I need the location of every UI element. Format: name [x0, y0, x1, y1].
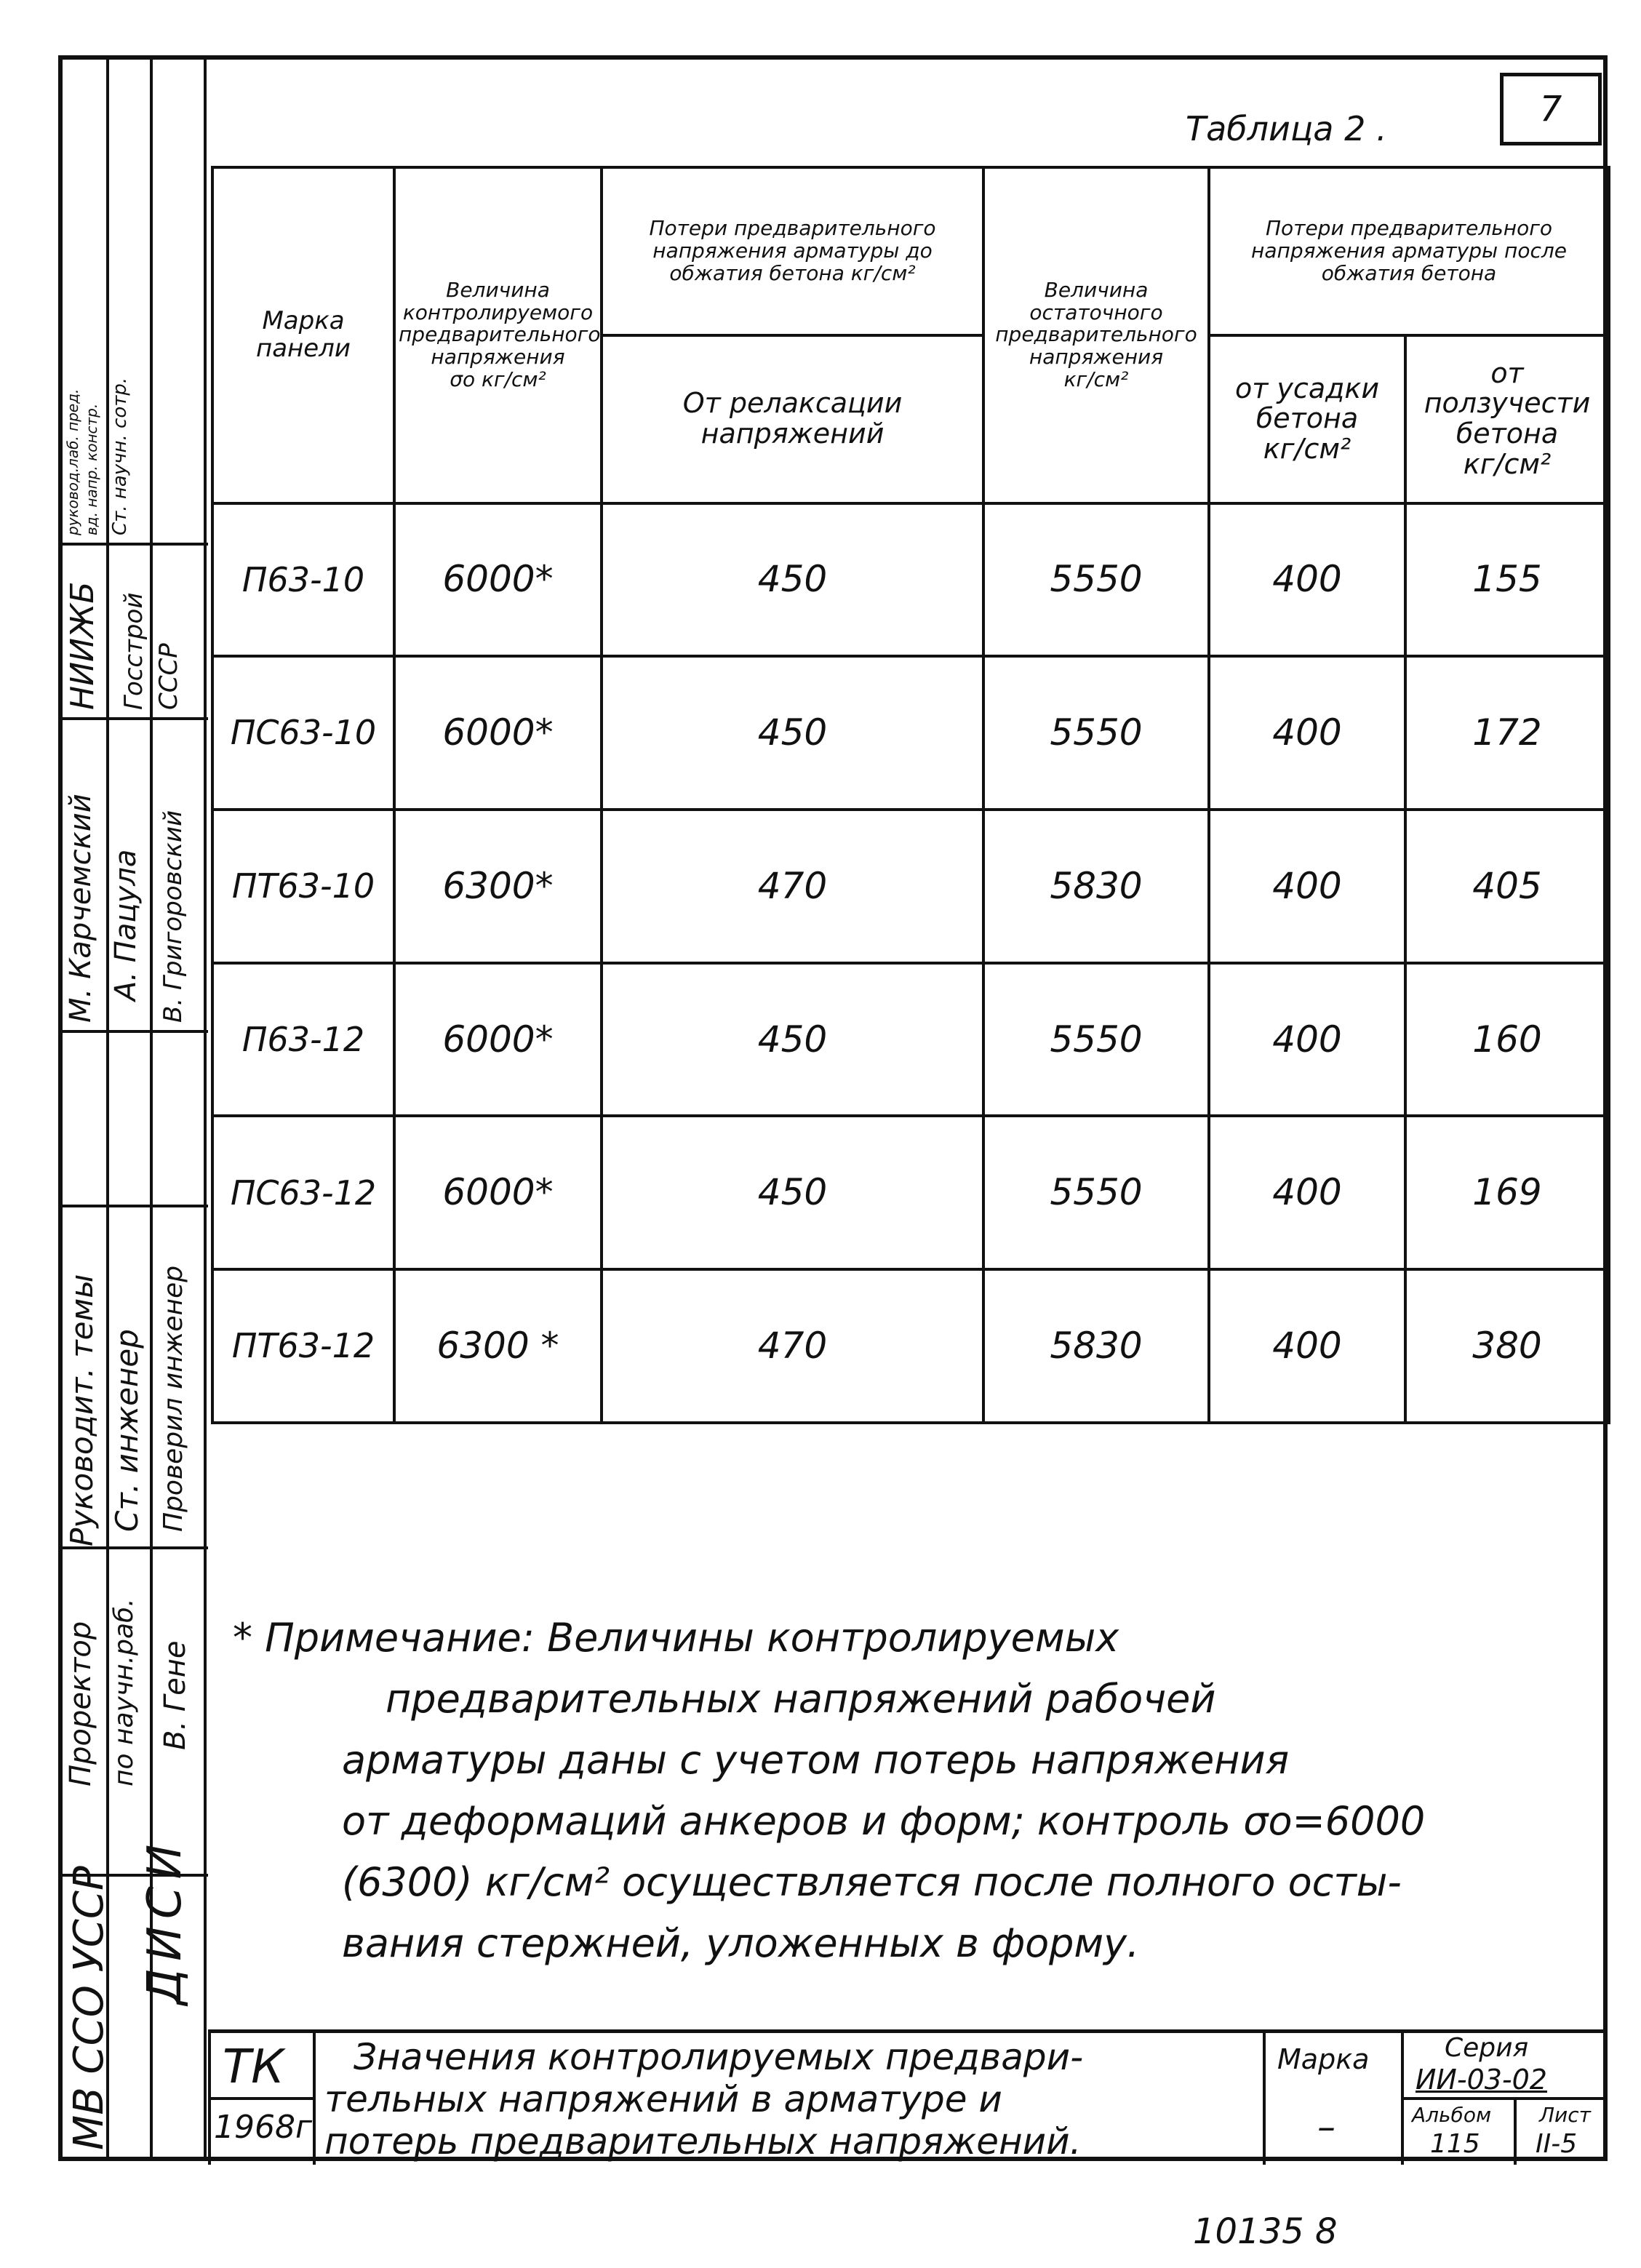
- footnote-line: предварительных напряжений рабочей: [386, 1676, 1216, 1722]
- title-block-divider: [1263, 2033, 1266, 2165]
- footnote-head: * Примечание: Величины контролируемых: [233, 1615, 1119, 1661]
- footnote: [233, 1608, 1600, 1974]
- cell-relax: 450: [602, 656, 983, 810]
- stamp-mark-value: –: [1317, 2106, 1335, 2148]
- header-control: Величина контролируемого предварительного напряжения σо кг/см²: [394, 167, 602, 503]
- name-patsula: А. Пацула: [109, 849, 143, 1001]
- role-prorector: Проректор: [64, 1621, 97, 1786]
- header-shrinkage: от усадки бетона кг/см²: [1209, 335, 1405, 503]
- cell-shrink: 400: [1209, 656, 1405, 810]
- cell-relax: 470: [602, 810, 983, 963]
- table-row: [212, 656, 1609, 810]
- footnote-line: вания стержней, уложенных в форму.: [342, 1920, 1140, 1966]
- prestress-table: [211, 166, 1610, 1424]
- cell-relax: 450: [602, 1116, 983, 1269]
- stamp-album-value: 115: [1430, 2129, 1480, 2159]
- header-loss-after: Потери предварительного напряжения арматуры после обжатия бетона: [1209, 167, 1609, 335]
- cell-control: 6000*: [394, 503, 602, 657]
- cell-creep: 380: [1405, 1269, 1609, 1423]
- table-row: [212, 810, 1609, 963]
- header-relaxation: От релаксации напряжений: [602, 335, 983, 503]
- role-senior-engineer: Ст. инженер: [109, 1329, 145, 1532]
- org-ministry: МВ ССО УССР: [65, 1866, 113, 2150]
- role-topic-lead: Руководит. темы: [64, 1274, 100, 1546]
- cell-mark: ПТ63-12: [212, 1269, 394, 1423]
- cell-relax: 470: [602, 1269, 983, 1423]
- cell-mark: ПС63-12: [212, 1116, 394, 1269]
- header-creep-unit: кг/см²: [1463, 447, 1552, 480]
- stamp-album-label: Альбом: [1412, 2103, 1492, 2127]
- side-stamp-strip: [58, 55, 208, 2161]
- title-block: [208, 2029, 1608, 2165]
- cell-creep: 160: [1405, 963, 1609, 1117]
- cell-creep: 155: [1405, 503, 1609, 657]
- cell-shrink: 400: [1209, 1269, 1405, 1423]
- name-karchemsky: М. Карчемский: [64, 794, 97, 1023]
- cell-relax: 450: [602, 503, 983, 657]
- title-block-divider: [313, 2033, 316, 2165]
- strip-row-line: [58, 1546, 208, 1549]
- cell-shrink: 400: [1209, 810, 1405, 963]
- strip-divider: [106, 55, 109, 2161]
- stamp-title-line: тельных напряжений в арматуре и: [324, 2078, 1002, 2120]
- footnote-line: от деформаций анкеров и форм; контроль σо=6000: [342, 1798, 1426, 1844]
- stamp-mark-label: Марка: [1277, 2043, 1370, 2075]
- cell-mark: П63-10: [212, 503, 394, 657]
- stamp-title-line: Значения контролируемых предвари-: [354, 2036, 1084, 2078]
- sub-label-dept: вд. напр. констр.: [83, 403, 100, 535]
- cell-residual: 5550: [983, 503, 1209, 657]
- strip-row-line: [58, 717, 208, 720]
- stamp-tk: ТК: [223, 2040, 284, 2094]
- table-title: Таблица 2 .: [1186, 109, 1387, 148]
- archive-number: 10135 8: [1193, 2211, 1338, 2252]
- title-block-rule: [1401, 2097, 1608, 2100]
- strip-row-line: [58, 1030, 208, 1033]
- cell-mark: ПС63-10: [212, 656, 394, 810]
- strip-row-line: [58, 1205, 208, 1207]
- org-niizhb: НИИЖБ: [64, 581, 101, 710]
- table-row: [212, 1269, 1609, 1423]
- header-loss-before: Потери предварительного напряжения арматуры до обжатия бетона кг/см²: [602, 167, 983, 335]
- stamp-title-line: потерь предварительных напряжений.: [324, 2120, 1082, 2163]
- header-control-unit: σо кг/см²: [450, 367, 546, 391]
- cell-creep: 169: [1405, 1116, 1609, 1269]
- cell-shrink: 400: [1209, 503, 1405, 657]
- cell-control: 6000*: [394, 963, 602, 1117]
- footnote-line: арматуры даны с учетом потерь напряжения: [342, 1737, 1290, 1783]
- name-gene: В. Гене: [159, 1640, 192, 1750]
- cell-residual: 5830: [983, 1269, 1209, 1423]
- table-row: [212, 503, 1609, 657]
- header-shrinkage-unit: кг/см²: [1263, 433, 1351, 466]
- header-creep: от ползучести бетона кг/см²: [1405, 335, 1609, 503]
- cell-residual: 5550: [983, 963, 1209, 1117]
- cell-shrink: 400: [1209, 963, 1405, 1117]
- title-block-rule: [208, 2097, 313, 2100]
- header-mark: Марка панели: [212, 167, 394, 503]
- cell-mark: П63-12: [212, 963, 394, 1117]
- role-scientific-work: по научн.раб.: [109, 1598, 139, 1786]
- org-institute: ДИСИ: [138, 1837, 192, 2005]
- cell-residual: 5550: [983, 656, 1209, 810]
- strip-divider: [204, 55, 207, 2161]
- role-checker: Проверил инженер: [159, 1265, 188, 1532]
- sub-label-lab: руковод.лаб. пред.: [64, 388, 81, 535]
- cell-residual: 5830: [983, 810, 1209, 963]
- header-residual-unit: кг/см²: [1063, 367, 1129, 391]
- cell-shrink: 400: [1209, 1116, 1405, 1269]
- sub-label-researcher: Ст. научн. сотр.: [109, 377, 131, 535]
- table-row: [212, 963, 1609, 1117]
- header-residual: Величина остаточного предварительного напряжения кг/см²: [983, 167, 1209, 503]
- cell-creep: 172: [1405, 656, 1609, 810]
- stamp-year: 1968г: [214, 2109, 313, 2146]
- table-row: [212, 1116, 1609, 1269]
- org-gosstroy: Госстрой СССР: [119, 592, 183, 710]
- footnote-line: (6300) кг/см² осуществляется после полного осты-: [342, 1859, 1402, 1905]
- name-grigorovsky: В. Григоровский: [159, 810, 188, 1023]
- stamp-sheet-label: Лист: [1539, 2103, 1591, 2127]
- cell-control: 6300 *: [394, 1269, 602, 1423]
- cell-control: 6000*: [394, 656, 602, 810]
- cell-control: 6000*: [394, 1116, 602, 1269]
- title-block-divider: [1514, 2099, 1517, 2165]
- page-number: 7: [1500, 73, 1602, 145]
- cell-creep: 405: [1405, 810, 1609, 963]
- stamp-series-label: Серия: [1445, 2033, 1529, 2063]
- cell-control: 6300*: [394, 810, 602, 963]
- cell-residual: 5550: [983, 1116, 1209, 1269]
- stamp-sheet-value: II-5: [1536, 2129, 1578, 2159]
- cell-relax: 450: [602, 963, 983, 1117]
- cell-mark: ПТ63-10: [212, 810, 394, 963]
- stamp-series-value: ИИ-03-02: [1416, 2064, 1547, 2096]
